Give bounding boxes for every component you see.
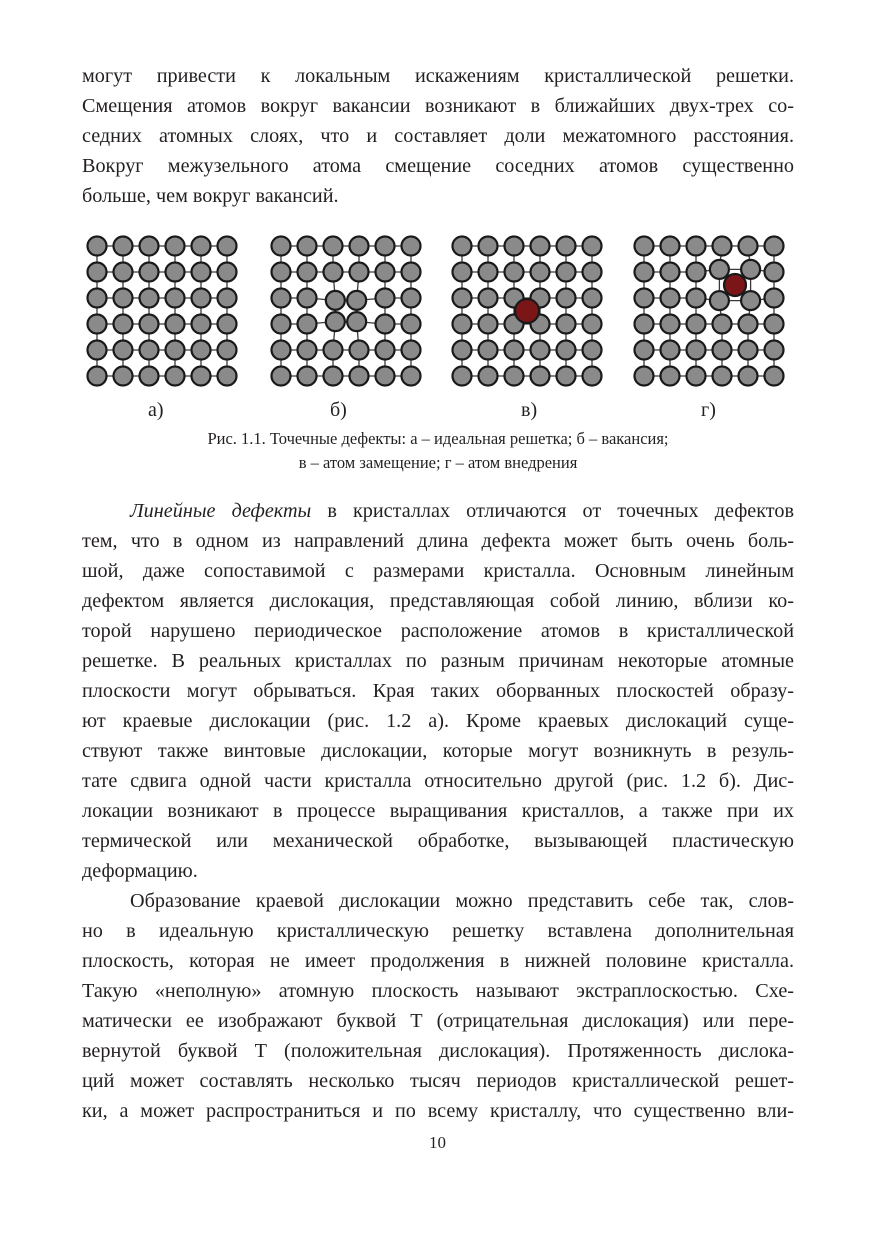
- atom: [347, 291, 366, 310]
- atom: [557, 341, 576, 360]
- atom: [557, 315, 576, 334]
- atom: [661, 341, 680, 360]
- text-line: торой нарушено периодическое расположение атомов в кристаллической: [82, 620, 794, 642]
- atom: [505, 341, 524, 360]
- page-number: 10: [429, 1133, 446, 1152]
- text-line: ки, а может распространиться и по всему кристаллу, что существенно вли-: [82, 1100, 794, 1122]
- atom: [765, 341, 784, 360]
- atom: [505, 367, 524, 386]
- atom: [350, 341, 369, 360]
- text-line: матически ее изображают буквой Т (отрицательная дислокация) или пере-: [82, 1010, 794, 1032]
- atom: [765, 367, 784, 386]
- atom: [583, 341, 602, 360]
- atom: [583, 315, 602, 334]
- atom: [114, 263, 133, 282]
- atom: [298, 289, 317, 308]
- atom: [218, 237, 237, 256]
- text-line: плоскости могут обрываться. Края таких оборванных плоскостей образу-: [82, 680, 794, 702]
- atom: [713, 315, 732, 334]
- atom: [140, 289, 159, 308]
- text-line: тем, что в одном из направлений длина дефекта может быть очень боль-: [82, 530, 794, 552]
- atom: [402, 341, 421, 360]
- text-line: Образование краевой дислокации можно представить себе так, слов-: [130, 890, 794, 912]
- atom: [661, 237, 680, 256]
- text-line: тате сдвига одной части кристалла относительно другой (рис. 1.2 б). Дис-: [82, 770, 794, 792]
- atom: [272, 237, 291, 256]
- text-line: деформацию.: [82, 860, 198, 882]
- atom: [505, 237, 524, 256]
- atom: [140, 367, 159, 386]
- panel-label-b: б): [330, 399, 347, 421]
- atom: [114, 341, 133, 360]
- text-line: ют краевые дислокации (рис. 1.2 а). Кроме краевых дислокаций суще-: [82, 710, 794, 732]
- atom: [661, 263, 680, 282]
- atom: [635, 237, 654, 256]
- atom: [453, 367, 472, 386]
- atom: [376, 263, 395, 282]
- atom: [453, 341, 472, 360]
- atom: [739, 237, 758, 256]
- atom: [531, 263, 550, 282]
- atom: [557, 289, 576, 308]
- atom: [166, 289, 185, 308]
- atom: [324, 341, 343, 360]
- atom: [635, 315, 654, 334]
- atom: [635, 263, 654, 282]
- atom: [687, 263, 706, 282]
- atom: [298, 237, 317, 256]
- text-line: ций может составлять несколько тысяч периодов кристаллической решет-: [82, 1070, 794, 1092]
- text-line: Такую «неполную» атомную плоскость называют экстраплоскостью. Схе-: [82, 980, 794, 1002]
- atom: [479, 367, 498, 386]
- atom: [713, 367, 732, 386]
- atom: [88, 315, 107, 334]
- substitution-atom: [515, 299, 539, 323]
- text-line: больше, чем вокруг вакансий.: [82, 185, 339, 207]
- atom: [376, 315, 395, 334]
- panel-label-g: г): [701, 399, 716, 421]
- text-line: седних атомных слоях, что и составляет доли межатомного расстояния.: [82, 125, 794, 147]
- atom: [765, 289, 784, 308]
- atom: [531, 237, 550, 256]
- atom: [376, 341, 395, 360]
- atom: [350, 237, 369, 256]
- atom: [88, 367, 107, 386]
- atom: [347, 312, 366, 331]
- atom: [272, 289, 291, 308]
- atom: [114, 289, 133, 308]
- atom: [192, 237, 211, 256]
- atom: [166, 367, 185, 386]
- atom: [453, 289, 472, 308]
- text-line: но в идеальную кристаллическую решетку вставлена дополнительная: [82, 920, 794, 942]
- atom: [583, 367, 602, 386]
- atom: [324, 263, 343, 282]
- atom: [557, 367, 576, 386]
- atom: [710, 260, 729, 279]
- atom: [687, 341, 706, 360]
- atom: [192, 341, 211, 360]
- atom: [505, 263, 524, 282]
- atom: [218, 367, 237, 386]
- text-line: Вокруг межузельного атома смещение соседних атомов существенно: [82, 155, 794, 177]
- atom: [739, 341, 758, 360]
- atom: [192, 367, 211, 386]
- atom: [402, 263, 421, 282]
- atom: [479, 237, 498, 256]
- atom: [192, 289, 211, 308]
- atom: [661, 289, 680, 308]
- atom: [350, 367, 369, 386]
- text-line: локации возникают в процессе выращивания кристаллов, а также при их: [82, 800, 794, 822]
- text-line: дефектом является дислокация, представляющая собой линию, вблизи ко-: [82, 590, 794, 612]
- atom: [114, 315, 133, 334]
- atom: [635, 289, 654, 308]
- panel-label-a: а): [148, 399, 164, 421]
- figure-caption-line-2: в – атом замещение; г – атом внедрения: [298, 453, 578, 472]
- atom: [88, 237, 107, 256]
- atom: [453, 315, 472, 334]
- atom: [272, 315, 291, 334]
- atom: [713, 237, 732, 256]
- atom: [326, 291, 345, 310]
- atom: [324, 237, 343, 256]
- atom: [557, 263, 576, 282]
- atom: [88, 289, 107, 308]
- atom: [557, 237, 576, 256]
- atom: [140, 263, 159, 282]
- atom: [739, 367, 758, 386]
- atom: [272, 367, 291, 386]
- atom: [402, 237, 421, 256]
- atom: [298, 341, 317, 360]
- atom: [192, 263, 211, 282]
- panel-label-v: в): [521, 399, 538, 421]
- atom: [765, 263, 784, 282]
- atom: [218, 263, 237, 282]
- atom: [710, 291, 729, 310]
- atom: [765, 237, 784, 256]
- atom: [114, 367, 133, 386]
- atom: [661, 367, 680, 386]
- atom: [479, 341, 498, 360]
- text-line: вернутой буквой Т (положительная дислокация). Протяженность дислока-: [82, 1040, 794, 1062]
- atom: [218, 315, 237, 334]
- atom: [192, 315, 211, 334]
- text-line: плоскость, которая не имеет продолжения в нижней половине кристалла.: [82, 950, 794, 972]
- atom: [298, 367, 317, 386]
- atom: [298, 263, 317, 282]
- atom: [272, 341, 291, 360]
- atom: [687, 237, 706, 256]
- atom: [583, 237, 602, 256]
- atom: [531, 367, 550, 386]
- atom: [88, 263, 107, 282]
- atom: [479, 289, 498, 308]
- atom: [218, 341, 237, 360]
- atom: [479, 315, 498, 334]
- atom: [326, 312, 345, 331]
- atom: [376, 367, 395, 386]
- atom: [635, 367, 654, 386]
- atom: [713, 341, 732, 360]
- atom: [88, 341, 107, 360]
- atom: [166, 263, 185, 282]
- atom: [166, 341, 185, 360]
- figure-caption-line-1: Рис. 1.1. Точечные дефекты: а – идеальная решетка; б – вакансия;: [207, 429, 669, 448]
- atom: [741, 260, 760, 279]
- atom: [140, 341, 159, 360]
- text-line: ствуют также винтовые дислокации, которые могут возникнуть в резуль-: [82, 740, 794, 762]
- italic-term: Линейные дефекты: [130, 500, 312, 522]
- atom: [402, 315, 421, 334]
- point-defects-figure: [82, 228, 794, 398]
- atom: [218, 289, 237, 308]
- atom: [402, 367, 421, 386]
- atom: [376, 237, 395, 256]
- atom: [531, 341, 550, 360]
- atom: [583, 263, 602, 282]
- atom: [635, 341, 654, 360]
- atom: [479, 263, 498, 282]
- atom: [765, 315, 784, 334]
- text-line: шой, даже сопоставимой с размерами кристалла. Основным линейным: [82, 560, 794, 582]
- text-line: [130, 497, 794, 527]
- atom: [166, 315, 185, 334]
- text-line: термической или механической обработке, вызывающей пластическую: [82, 830, 794, 852]
- text-line: Смещения атомов вокруг вакансии возникают в ближайших двух-трех со-: [82, 95, 794, 117]
- atom: [583, 289, 602, 308]
- atom: [298, 315, 317, 334]
- atom: [140, 315, 159, 334]
- text-line: могут привести к локальным искажениям кристаллической решетки.: [82, 65, 794, 87]
- atom: [114, 237, 133, 256]
- text-fragment: в кристаллах отличаются от точечных дефектов: [311, 500, 794, 522]
- atom: [453, 237, 472, 256]
- atom: [166, 237, 185, 256]
- text-line: решетке. В реальных кристаллах по разным причинам некоторые атомные: [82, 650, 794, 672]
- atom: [739, 315, 758, 334]
- atom: [687, 315, 706, 334]
- atom: [324, 367, 343, 386]
- atom: [402, 289, 421, 308]
- atom: [376, 289, 395, 308]
- atom: [687, 367, 706, 386]
- atom: [453, 263, 472, 282]
- atom: [140, 237, 159, 256]
- atom: [350, 263, 369, 282]
- atom: [272, 263, 291, 282]
- atom: [661, 315, 680, 334]
- atom: [741, 291, 760, 310]
- interstitial-atom: [724, 274, 746, 296]
- atom: [687, 289, 706, 308]
